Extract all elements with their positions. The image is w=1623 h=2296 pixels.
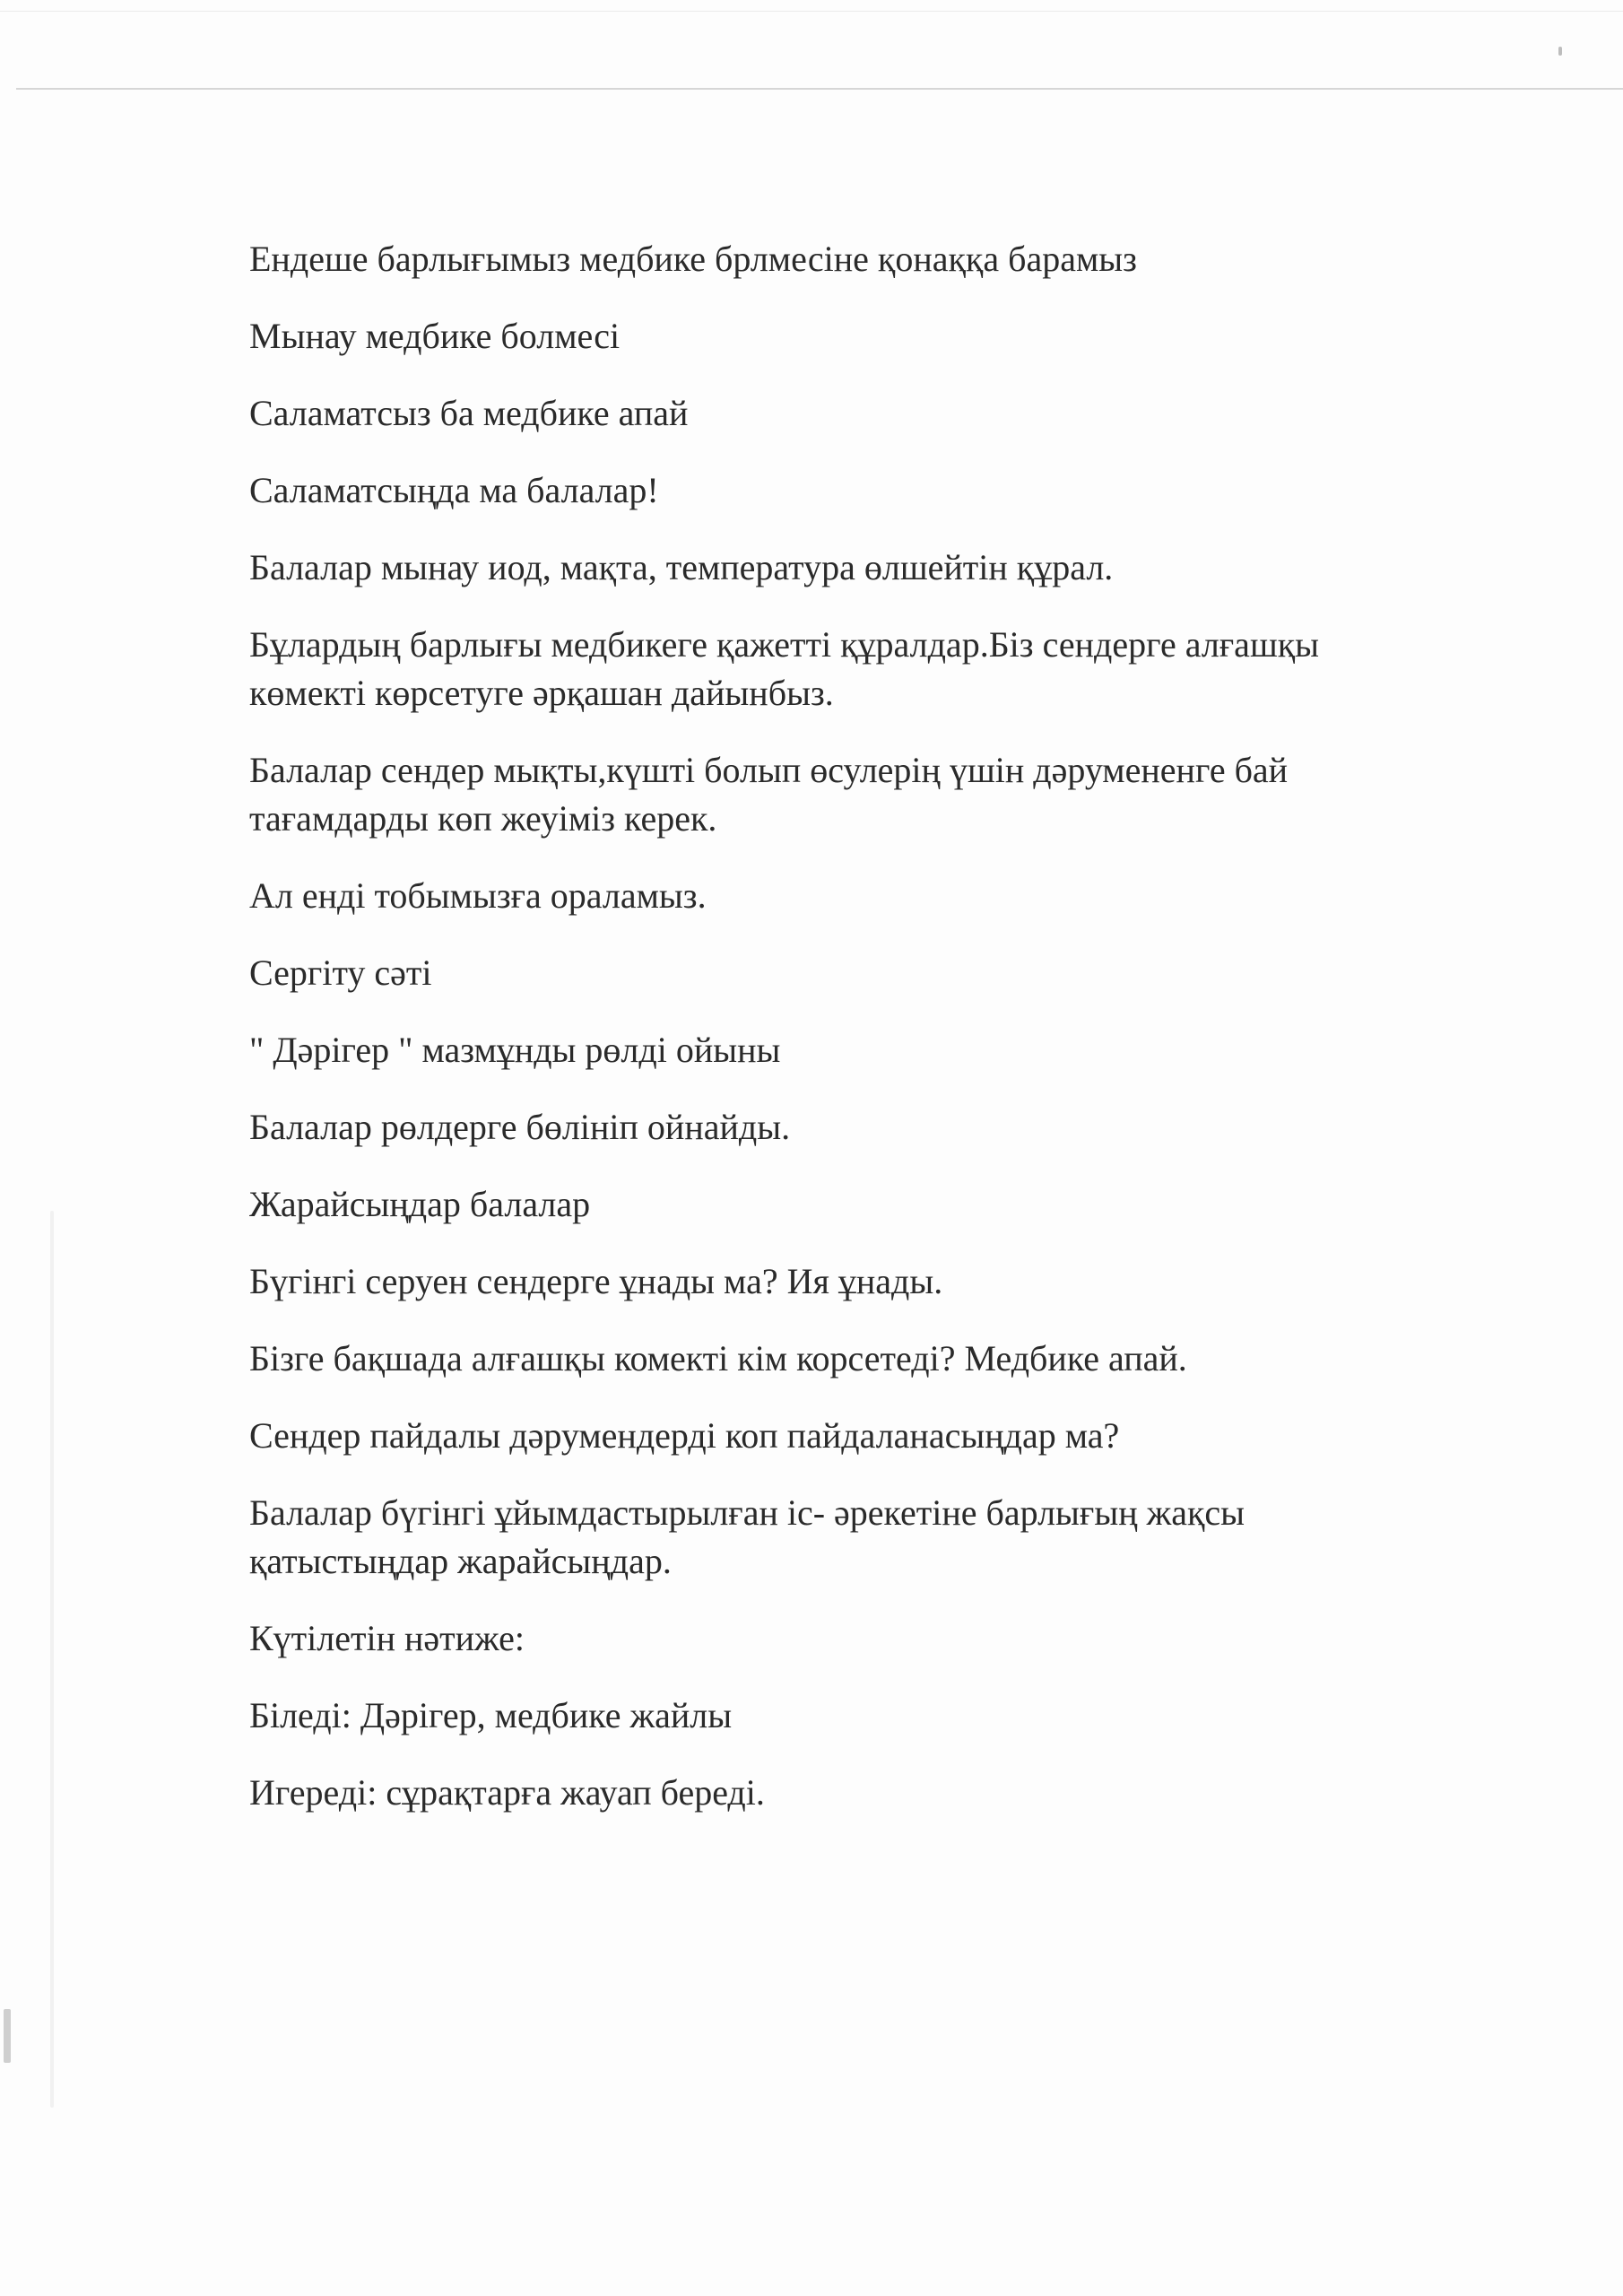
document-body	[249, 235, 1415, 1846]
paragraph: Бізге бақшада алғашқы комекті кім корсетеді? Медбике апай.	[249, 1338, 1187, 1378]
scan-mark	[4, 2009, 11, 2063]
paragraph: Сендер пайдалы дәрумендерді коп пайдаланасыңдар ма?	[249, 1415, 1120, 1456]
paragraph: Балалар рөлдерге бөлініп ойнайды.	[249, 1107, 791, 1147]
paragraph: Жарайсыңдар балалар	[249, 1184, 591, 1224]
paragraph: Балалар бүгінгі ұйымдастырылған іс- әрекетіне барлығың жақсы қатыстыңдар жарайсыңдар.	[249, 1492, 1245, 1581]
paragraph: Біледі: Дәрігер, медбике жайлы	[249, 1695, 733, 1735]
paragraph: Балалар мынау иод, мақта, температура өлшейтін құрал.	[249, 547, 1114, 587]
paragraph: Ал енді тобымызға ораламыз.	[249, 875, 707, 916]
paragraph: Сергіту сәті	[249, 952, 432, 993]
paragraph: Ендеше барлығымыз медбике брлмесіне қонаққа барамыз	[249, 239, 1137, 279]
paragraph: Саламатсыңда ма балалар!	[249, 470, 659, 510]
paragraph: Игереді: сұрақтарға жауап береді.	[249, 1772, 765, 1813]
scan-mark	[50, 1211, 54, 2108]
scan-edge-line	[0, 11, 1623, 12]
paragraph: " Дәрігер " мазмұнды рөлді ойыны	[249, 1030, 781, 1070]
paragraph: Бұлардың барлығы медбикеге қажетті құралдар.Біз сендерге алғашқы көмекті көрсетуге әрқашан дайынбыз.	[249, 624, 1320, 713]
scan-mark	[1558, 47, 1562, 56]
paragraph: Балалар сендер мықты,күшті болып өсулерің үшін дәрумененге бай тағамдарды көп жеуіміз керек.	[249, 750, 1289, 839]
paragraph: Мынау медбике болмесі	[249, 316, 621, 356]
paragraph: Бүгінгі серуен сендерге ұнады ма? Ия ұнады.	[249, 1261, 943, 1301]
paragraph: Күтілетін нәтиже:	[249, 1618, 525, 1658]
paragraph: Саламатсыз ба медбике апай	[249, 393, 689, 433]
scan-fold-line	[16, 88, 1623, 90]
